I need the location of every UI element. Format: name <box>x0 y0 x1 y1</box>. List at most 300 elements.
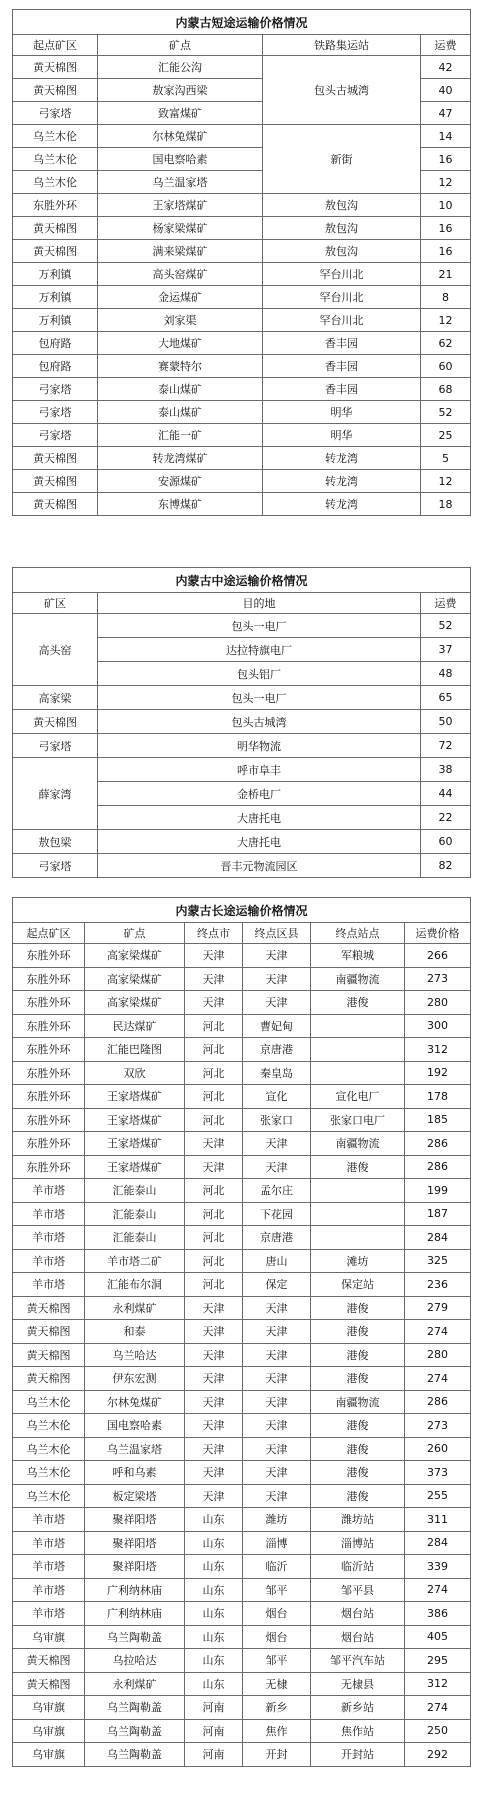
mine-cell: 乌兰哈达 <box>85 1343 185 1367</box>
table-row <box>13 686 471 710</box>
mine-cell: 尔林兔煤矿 <box>85 1390 185 1414</box>
price-cell: 274 <box>405 1367 471 1391</box>
county-cell: 天津 <box>243 944 311 968</box>
city-cell: 河北 <box>185 1179 243 1203</box>
county-cell: 邹平 <box>243 1578 311 1602</box>
stop-cell: 新乡站 <box>311 1696 405 1720</box>
origin-cell: 乌兰木伦 <box>13 171 98 194</box>
table-row <box>13 1038 471 1062</box>
header-price: 运费价格 <box>405 923 471 944</box>
fee-cell: 25 <box>421 424 471 447</box>
table-row <box>13 309 471 332</box>
origin-cell: 黄天棉图 <box>13 447 98 470</box>
station-cell: 包头古城湾 <box>263 56 421 125</box>
origin-cell: 黄天棉图 <box>13 1320 85 1344</box>
header-area: 矿区 <box>13 593 98 614</box>
origin-cell: 黄天棉图 <box>13 1367 85 1391</box>
mine-cell: 王家塔煤矿 <box>85 1085 185 1109</box>
city-cell: 河北 <box>185 1226 243 1250</box>
county-cell: 天津 <box>243 1343 311 1367</box>
stop-cell: 烟台站 <box>311 1602 405 1626</box>
dest-cell: 明华物流 <box>98 734 421 758</box>
mine-cell: 乌兰温家塔 <box>85 1437 185 1461</box>
station-cell: 罕台川北 <box>263 309 421 332</box>
origin-cell: 黄天棉图 <box>13 240 98 263</box>
price-cell: 280 <box>405 991 471 1015</box>
origin-cell: 东胜外环 <box>13 967 85 991</box>
mine-cell: 金运煤矿 <box>98 286 263 309</box>
header-county: 终点区县 <box>243 923 311 944</box>
station-cell: 转龙湾 <box>263 447 421 470</box>
station-cell: 敖包沟 <box>263 240 421 263</box>
county-cell: 淄博 <box>243 1531 311 1555</box>
table-row <box>13 1578 471 1602</box>
header-fee: 运费 <box>421 35 471 56</box>
county-cell: 新乡 <box>243 1696 311 1720</box>
fee-cell: 60 <box>421 355 471 378</box>
fee-cell: 18 <box>421 493 471 516</box>
county-cell: 京唐港 <box>243 1038 311 1062</box>
origin-cell: 弓家塔 <box>13 102 98 125</box>
stop-cell: 南疆物流 <box>311 967 405 991</box>
mine-cell: 王家塔煤矿 <box>85 1155 185 1179</box>
stop-cell <box>311 1014 405 1038</box>
table-row <box>13 1484 471 1508</box>
stop-cell: 宣化电厂 <box>311 1085 405 1109</box>
mine-cell: 安源煤矿 <box>98 470 263 493</box>
stop-cell: 邹平县 <box>311 1578 405 1602</box>
fee-cell: 14 <box>421 125 471 148</box>
fee-cell: 48 <box>421 662 471 686</box>
fee-cell: 22 <box>421 806 471 830</box>
mine-cell: 泰山煤矿 <box>98 378 263 401</box>
header-dest: 目的地 <box>98 593 421 614</box>
stop-cell: 港俊 <box>311 1320 405 1344</box>
table-row <box>13 332 471 355</box>
stop-cell: 焦作站 <box>311 1719 405 1743</box>
mine-cell: 杨家梁煤矿 <box>98 217 263 240</box>
table-row <box>13 125 471 148</box>
county-cell: 天津 <box>243 991 311 1015</box>
fee-cell: 42 <box>421 56 471 79</box>
mine-cell: 永利煤矿 <box>85 1672 185 1696</box>
origin-cell: 羊市塔 <box>13 1273 85 1297</box>
table-row <box>13 758 471 782</box>
table-row <box>13 614 471 638</box>
header-origin: 起点矿区 <box>13 923 85 944</box>
table-row <box>13 1696 471 1720</box>
city-cell: 天津 <box>185 967 243 991</box>
city-cell: 天津 <box>185 1367 243 1391</box>
mine-cell: 高家梁煤矿 <box>85 967 185 991</box>
fee-cell: 16 <box>421 240 471 263</box>
city-cell: 天津 <box>185 1414 243 1438</box>
dest-cell: 包头铝厂 <box>98 662 421 686</box>
mine-cell: 聚祥阳塔 <box>85 1555 185 1579</box>
mine-cell: 高家梁煤矿 <box>85 944 185 968</box>
table-row <box>13 1437 471 1461</box>
mine-cell: 乌兰陶勒盖 <box>85 1743 185 1767</box>
origin-cell: 东胜外环 <box>13 1108 85 1132</box>
origin-cell: 黄天棉图 <box>13 217 98 240</box>
price-cell: 311 <box>405 1508 471 1532</box>
mine-cell: 汇能布尔洞 <box>85 1273 185 1297</box>
price-cell: 273 <box>405 1414 471 1438</box>
county-cell: 张家口 <box>243 1108 311 1132</box>
station-cell: 香丰园 <box>263 355 421 378</box>
short-haul-table <box>12 9 471 516</box>
table-row <box>13 194 471 217</box>
county-cell: 天津 <box>243 1484 311 1508</box>
price-cell: 280 <box>405 1343 471 1367</box>
table-row <box>13 854 471 878</box>
fee-cell: 12 <box>421 309 471 332</box>
mine-cell: 国电察哈素 <box>85 1414 185 1438</box>
county-cell: 无棣 <box>243 1672 311 1696</box>
mine-cell: 汇能公沟 <box>98 56 263 79</box>
price-cell: 273 <box>405 967 471 991</box>
stop-cell: 港俊 <box>311 991 405 1015</box>
station-cell: 敖包沟 <box>263 194 421 217</box>
mine-cell: 汇能一矿 <box>98 424 263 447</box>
origin-cell: 包府路 <box>13 332 98 355</box>
city-cell: 山东 <box>185 1625 243 1649</box>
table-row <box>13 1743 471 1767</box>
county-cell: 唐山 <box>243 1249 311 1273</box>
header-station: 铁路集运站 <box>263 35 421 56</box>
county-cell: 烟台 <box>243 1602 311 1626</box>
mine-cell: 呼和乌素 <box>85 1461 185 1485</box>
mine-cell: 广利纳林庙 <box>85 1578 185 1602</box>
county-cell: 开封 <box>243 1743 311 1767</box>
stop-cell: 港俊 <box>311 1296 405 1320</box>
mine-cell: 板定梁塔 <box>85 1484 185 1508</box>
stop-cell <box>311 1061 405 1085</box>
origin-cell: 东胜外环 <box>13 1014 85 1038</box>
mine-cell: 双欣 <box>85 1061 185 1085</box>
county-cell: 天津 <box>243 1414 311 1438</box>
origin-cell: 羊市塔 <box>13 1202 85 1226</box>
stop-cell: 港俊 <box>311 1343 405 1367</box>
mine-cell: 东博煤矿 <box>98 493 263 516</box>
fee-cell: 47 <box>421 102 471 125</box>
table-row <box>13 830 471 854</box>
table-row <box>13 493 471 516</box>
mine-cell: 满来梁煤矿 <box>98 240 263 263</box>
station-cell: 明华 <box>263 424 421 447</box>
dest-cell: 包头古城湾 <box>98 710 421 734</box>
price-cell: 260 <box>405 1437 471 1461</box>
table-row <box>13 1555 471 1579</box>
price-cell: 300 <box>405 1014 471 1038</box>
fee-cell: 65 <box>421 686 471 710</box>
county-cell: 天津 <box>243 1437 311 1461</box>
mine-cell: 乌兰陶勒盖 <box>85 1625 185 1649</box>
stop-cell: 港俊 <box>311 1461 405 1485</box>
mine-cell: 赛蒙特尔 <box>98 355 263 378</box>
city-cell: 天津 <box>185 991 243 1015</box>
county-cell: 孟尔庄 <box>243 1179 311 1203</box>
city-cell: 河南 <box>185 1696 243 1720</box>
dest-cell: 达拉特旗电厂 <box>98 638 421 662</box>
origin-cell: 乌兰木伦 <box>13 1461 85 1485</box>
origin-cell: 羊市塔 <box>13 1602 85 1626</box>
origin-cell: 东胜外环 <box>13 1132 85 1156</box>
county-cell: 天津 <box>243 1320 311 1344</box>
table-row <box>13 217 471 240</box>
medium-haul-table <box>12 567 471 878</box>
origin-cell: 乌审旗 <box>13 1696 85 1720</box>
mine-cell: 转龙湾煤矿 <box>98 447 263 470</box>
city-cell: 河北 <box>185 1014 243 1038</box>
table-row <box>13 263 471 286</box>
fee-cell: 52 <box>421 401 471 424</box>
table-row <box>13 1226 471 1250</box>
stop-cell: 港俊 <box>311 1414 405 1438</box>
origin-cell: 东胜外环 <box>13 944 85 968</box>
dest-cell: 包头一电厂 <box>98 614 421 638</box>
station-cell: 敖包沟 <box>263 217 421 240</box>
mine-cell: 乌兰陶勒盖 <box>85 1696 185 1720</box>
fee-cell: 5 <box>421 447 471 470</box>
area-cell: 弓家塔 <box>13 854 98 878</box>
origin-cell: 乌审旗 <box>13 1625 85 1649</box>
price-cell: 250 <box>405 1719 471 1743</box>
price-cell: 187 <box>405 1202 471 1226</box>
table-row <box>13 1014 471 1038</box>
price-cell: 178 <box>405 1085 471 1109</box>
city-cell: 天津 <box>185 1343 243 1367</box>
city-cell: 山东 <box>185 1649 243 1673</box>
origin-cell: 黄天棉图 <box>13 1296 85 1320</box>
station-cell: 新街 <box>263 125 421 194</box>
fee-cell: 82 <box>421 854 471 878</box>
stop-cell <box>311 1226 405 1250</box>
fee-cell: 12 <box>421 171 471 194</box>
header-fee: 运费 <box>421 593 471 614</box>
price-cell: 236 <box>405 1273 471 1297</box>
fee-cell: 16 <box>421 148 471 171</box>
price-cell: 274 <box>405 1320 471 1344</box>
county-cell: 天津 <box>243 1367 311 1391</box>
city-cell: 天津 <box>185 1320 243 1344</box>
fee-cell: 44 <box>421 782 471 806</box>
origin-cell: 乌兰木伦 <box>13 1484 85 1508</box>
origin-cell: 羊市塔 <box>13 1578 85 1602</box>
stop-cell <box>311 1038 405 1062</box>
city-cell: 河北 <box>185 1108 243 1132</box>
county-cell: 天津 <box>243 1390 311 1414</box>
origin-cell: 万利镇 <box>13 263 98 286</box>
county-cell: 天津 <box>243 967 311 991</box>
price-cell: 325 <box>405 1249 471 1273</box>
dest-cell: 晋丰元物流园区 <box>98 854 421 878</box>
origin-cell: 羊市塔 <box>13 1226 85 1250</box>
origin-cell: 黄天棉图 <box>13 493 98 516</box>
table-row <box>13 355 471 378</box>
table-row <box>13 424 471 447</box>
table-row <box>13 1273 471 1297</box>
county-cell: 保定 <box>243 1273 311 1297</box>
stop-cell: 军粮城 <box>311 944 405 968</box>
origin-cell: 东胜外环 <box>13 194 98 217</box>
city-cell: 天津 <box>185 1390 243 1414</box>
table-row <box>13 1061 471 1085</box>
origin-cell: 羊市塔 <box>13 1508 85 1532</box>
mine-cell: 聚祥阳塔 <box>85 1508 185 1532</box>
station-cell: 香丰园 <box>263 378 421 401</box>
origin-cell: 乌兰木伦 <box>13 1390 85 1414</box>
table-row <box>13 1085 471 1109</box>
header-city: 终点市 <box>185 923 243 944</box>
area-cell: 薛家湾 <box>13 758 98 830</box>
stop-cell: 港俊 <box>311 1155 405 1179</box>
mine-cell: 王家塔煤矿 <box>85 1108 185 1132</box>
table-row <box>13 967 471 991</box>
origin-cell: 黄天棉图 <box>13 56 98 79</box>
dest-cell: 金桥电厂 <box>98 782 421 806</box>
station-cell: 罕台川北 <box>263 263 421 286</box>
county-cell: 秦皇岛 <box>243 1061 311 1085</box>
table-row <box>13 1108 471 1132</box>
mine-cell: 伊东宏测 <box>85 1367 185 1391</box>
fee-cell: 72 <box>421 734 471 758</box>
price-cell: 339 <box>405 1555 471 1579</box>
mine-cell: 高头窑煤矿 <box>98 263 263 286</box>
origin-cell: 乌审旗 <box>13 1743 85 1767</box>
county-cell: 下花园 <box>243 1202 311 1226</box>
table-row <box>13 734 471 758</box>
table-row <box>13 1719 471 1743</box>
mine-cell: 王家塔煤矿 <box>85 1132 185 1156</box>
stop-cell <box>311 1179 405 1203</box>
fee-cell: 60 <box>421 830 471 854</box>
origin-cell: 黄天棉图 <box>13 1649 85 1673</box>
county-cell: 烟台 <box>243 1625 311 1649</box>
city-cell: 河北 <box>185 1273 243 1297</box>
fee-cell: 68 <box>421 378 471 401</box>
header-row <box>13 923 471 944</box>
origin-cell: 乌兰木伦 <box>13 125 98 148</box>
origin-cell: 东胜外环 <box>13 1038 85 1062</box>
mine-cell: 羊市塔二矿 <box>85 1249 185 1273</box>
stop-cell: 港俊 <box>311 1367 405 1391</box>
stop-cell: 滩坊 <box>311 1249 405 1273</box>
city-cell: 天津 <box>185 944 243 968</box>
table-row <box>13 447 471 470</box>
origin-cell: 东胜外环 <box>13 1061 85 1085</box>
mine-cell: 大地煤矿 <box>98 332 263 355</box>
county-cell: 天津 <box>243 1132 311 1156</box>
county-cell: 邹平 <box>243 1649 311 1673</box>
table-row <box>13 1179 471 1203</box>
fee-cell: 12 <box>421 470 471 493</box>
mine-cell: 敖家沟西梁 <box>98 79 263 102</box>
origin-cell: 东胜外环 <box>13 991 85 1015</box>
table-row <box>13 1155 471 1179</box>
price-cell: 284 <box>405 1531 471 1555</box>
dest-cell: 大唐托电 <box>98 830 421 854</box>
header-stop: 终点站点 <box>311 923 405 944</box>
origin-cell: 乌兰木伦 <box>13 1437 85 1461</box>
price-cell: 192 <box>405 1061 471 1085</box>
price-cell: 373 <box>405 1461 471 1485</box>
origin-cell: 万利镇 <box>13 309 98 332</box>
price-cell: 284 <box>405 1226 471 1250</box>
origin-cell: 乌审旗 <box>13 1719 85 1743</box>
mine-cell: 国电察哈素 <box>98 148 263 171</box>
city-cell: 山东 <box>185 1602 243 1626</box>
county-cell: 宣化 <box>243 1085 311 1109</box>
area-cell: 黄天棉图 <box>13 710 98 734</box>
station-cell: 明华 <box>263 401 421 424</box>
stop-cell: 港俊 <box>311 1437 405 1461</box>
mine-cell: 乌兰陶勒盖 <box>85 1719 185 1743</box>
city-cell: 天津 <box>185 1155 243 1179</box>
mine-cell: 刘家渠 <box>98 309 263 332</box>
city-cell: 山东 <box>185 1555 243 1579</box>
origin-cell: 弓家塔 <box>13 401 98 424</box>
price-cell: 279 <box>405 1296 471 1320</box>
origin-cell: 羊市塔 <box>13 1249 85 1273</box>
table-row <box>13 1249 471 1273</box>
area-cell: 敖包梁 <box>13 830 98 854</box>
city-cell: 山东 <box>185 1578 243 1602</box>
county-cell: 天津 <box>243 1461 311 1485</box>
table-row <box>13 991 471 1015</box>
mine-cell: 泰山煤矿 <box>98 401 263 424</box>
table-row <box>13 1508 471 1532</box>
mine-cell: 乌兰温家塔 <box>98 171 263 194</box>
table-row <box>13 1132 471 1156</box>
fee-cell: 21 <box>421 263 471 286</box>
price-cell: 266 <box>405 944 471 968</box>
county-cell: 临沂 <box>243 1555 311 1579</box>
stop-cell: 南疆物流 <box>311 1390 405 1414</box>
table-row <box>13 1625 471 1649</box>
long-haul-table <box>12 897 471 1767</box>
origin-cell: 乌兰木伦 <box>13 148 98 171</box>
table-row <box>13 1320 471 1344</box>
table-row <box>13 944 471 968</box>
long-haul-title: 内蒙古长途运输价格情况 <box>13 898 471 923</box>
stop-cell: 烟台站 <box>311 1625 405 1649</box>
mine-cell: 汇能泰山 <box>85 1202 185 1226</box>
fee-cell: 37 <box>421 638 471 662</box>
origin-cell: 东胜外环 <box>13 1085 85 1109</box>
price-cell: 286 <box>405 1390 471 1414</box>
origin-cell: 万利镇 <box>13 286 98 309</box>
origin-cell: 东胜外环 <box>13 1155 85 1179</box>
stop-cell: 保定站 <box>311 1273 405 1297</box>
origin-cell: 黄天棉图 <box>13 1343 85 1367</box>
city-cell: 天津 <box>185 1484 243 1508</box>
stop-cell: 南疆物流 <box>311 1132 405 1156</box>
table-row <box>13 470 471 493</box>
county-cell: 天津 <box>243 1296 311 1320</box>
origin-cell: 弓家塔 <box>13 378 98 401</box>
mine-cell: 民达煤矿 <box>85 1014 185 1038</box>
table-row <box>13 1296 471 1320</box>
price-cell: 405 <box>405 1625 471 1649</box>
mine-cell: 汇能泰山 <box>85 1226 185 1250</box>
origin-cell: 黄天棉图 <box>13 470 98 493</box>
fee-cell: 16 <box>421 217 471 240</box>
header-mine: 矿点 <box>85 923 185 944</box>
mine-cell: 尔林兔煤矿 <box>98 125 263 148</box>
table-row <box>13 1672 471 1696</box>
fee-cell: 52 <box>421 614 471 638</box>
